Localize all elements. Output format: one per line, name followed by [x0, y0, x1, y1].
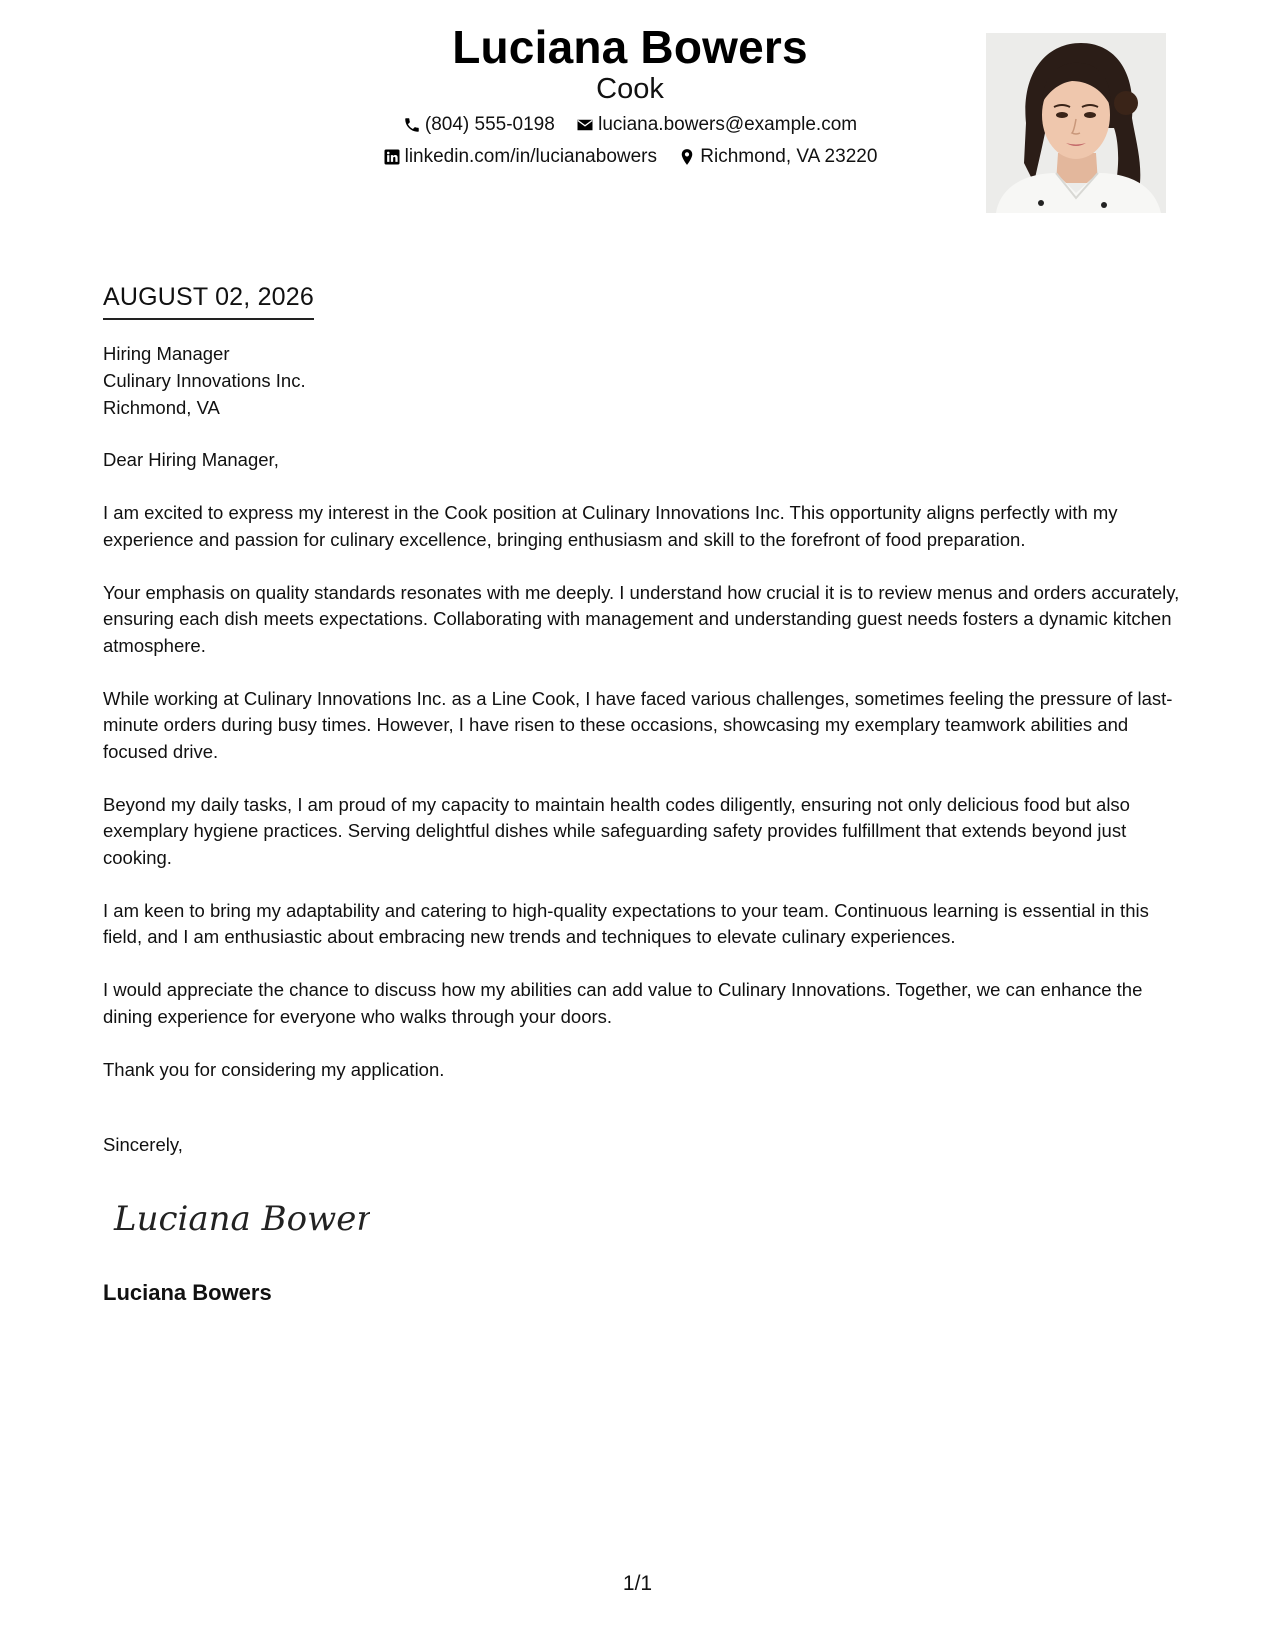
- contact-linkedin[interactable]: [383, 145, 657, 169]
- profile-photo: [986, 33, 1166, 213]
- page-number: 1/1: [622, 1572, 653, 1595]
- letter-date: AUGUST 02, 2026: [103, 280, 314, 320]
- contact-location: [678, 145, 877, 169]
- recipient-location: Richmond, VA: [103, 397, 220, 418]
- applicant-role: Cook: [596, 73, 664, 105]
- handwritten-signature: [110, 1188, 370, 1248]
- location-text: Richmond, VA 23220: [700, 146, 878, 167]
- body-paragraph: While working at Culinary Innovations Inc. as a Line Cook, I have faced various challenges, sometimes feeling the pressure of last-minute orders during busy times. However, I have risen to these occasions, showcasing my exemplary teamwork abilities and focused drive.: [103, 687, 1173, 762]
- linkedin-text: linkedin.com/in/lucianabowers: [404, 146, 658, 167]
- contact-phone[interactable]: [403, 113, 555, 137]
- body-paragraph: I am keen to bring my adaptability and catering to high-quality expectations to your team. Continuous learning is essential in this field, and I am enthusiastic about embracing new trends and techniques to elevate culinary experiences.: [103, 899, 1149, 947]
- signature-glyphs: Luciana Bowers: [114, 1199, 370, 1239]
- recipient-title: Hiring Manager: [103, 343, 230, 364]
- body-paragraph: Beyond my daily tasks, I am proud of my capacity to maintain health codes diligently, ensuring not only delicious food but also exemplary hygiene practices. Serving delightful dishes while safeguarding safety provides fulfillment that extends beyond just cooking.: [103, 793, 1130, 868]
- signer-name: Luciana Bowers: [103, 1280, 272, 1305]
- salutation: Dear Hiring Manager,: [103, 449, 279, 470]
- letter-date-block: [103, 280, 314, 320]
- recipient-block: [103, 340, 306, 421]
- closing-line: Sincerely,: [103, 1134, 183, 1155]
- body-paragraph: Your emphasis on quality standards resonates with me deeply. I understand how crucial it is to review menus and orders accurately, ensuring each dish meets expectations. Collaborating with management and understanding guest needs fosters a dynamic kitchen atmosphere.: [103, 581, 1180, 656]
- linkedin-icon: [383, 148, 401, 166]
- email-text: luciana.bowers@example.com: [598, 114, 858, 135]
- envelope-icon: [576, 116, 594, 134]
- body-paragraph: Thank you for considering my application.: [103, 1058, 445, 1080]
- applicant-name: Luciana Bowers: [452, 21, 808, 73]
- body-paragraph: I would appreciate the chance to discuss how my abilities can add value to Culinary Innovations. Together, we can enhance the dining experience for everyone who walks through your doors.: [103, 979, 1143, 1027]
- letter-header: [0, 0, 1275, 230]
- body-paragraph: I am excited to express my interest in the Cook position at Culinary Innovations Inc. This opportunity aligns perfectly with my experience and passion for culinary excellence, bringing enthusiasm and skill to the forefront of food preparation.: [103, 502, 1118, 550]
- letter-body: [103, 447, 1183, 1110]
- map-pin-icon: [678, 148, 696, 166]
- phone-icon: [403, 116, 421, 134]
- contact-email[interactable]: [576, 113, 857, 137]
- recipient-company: Culinary Innovations Inc.: [103, 370, 306, 391]
- phone-text: (804) 555-0198: [424, 114, 555, 135]
